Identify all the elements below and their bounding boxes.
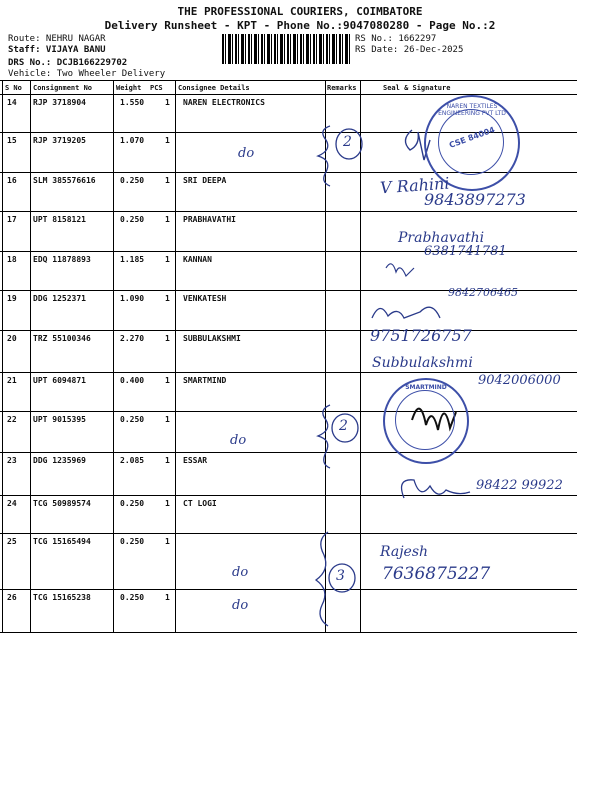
col-header-consignment: Consignment No <box>33 84 93 92</box>
row-sno: 14 <box>7 98 17 107</box>
rs-date: RS Date: 26-Dec-2025 <box>355 45 464 55</box>
row-weight: 0.250 <box>120 215 145 224</box>
row-sno: 25 <box>7 537 17 546</box>
drs-label: DRS No.: DCJB166229702 <box>8 58 128 68</box>
col-header-consignee: Consignee Details <box>178 84 250 92</box>
row-weight: 0.250 <box>120 176 145 185</box>
signature-phone: 9842706465 <box>448 286 518 299</box>
row-pcs: 1 <box>165 98 170 107</box>
row-sno: 24 <box>7 499 17 508</box>
brace-mark <box>318 405 330 468</box>
count-mark: 2 <box>343 134 352 150</box>
row-pcs: 1 <box>165 537 170 546</box>
brace-mark <box>316 532 328 626</box>
count-mark: 2 <box>339 418 348 434</box>
signature-phone: 9042006000 <box>478 373 561 388</box>
row-consignment-no: UPT 8158121 <box>33 215 86 224</box>
signature-phone: 9843897273 <box>424 190 526 209</box>
runsheet-subtitle: Delivery Runsheet - KPT - Phone No.:9047080280 - Page No.:2 <box>104 19 496 32</box>
row-consignment-no: TRZ 55100346 <box>33 334 91 343</box>
row-consignment-no: TCG 15165494 <box>33 537 91 546</box>
signature-phone: 7636875227 <box>382 564 491 584</box>
row-pcs: 1 <box>165 499 170 508</box>
row-pcs: 1 <box>165 334 170 343</box>
seal-ring-text: NAREN TEXTILES ENGINEERING PVT LTD <box>438 103 506 117</box>
signature-name: Subbulakshmi <box>372 355 473 371</box>
row-sno: 15 <box>7 136 17 145</box>
count-mark: 3 <box>336 568 345 584</box>
col-header-seal: Seal & Signature <box>383 84 451 92</box>
row-weight: 0.250 <box>120 415 145 424</box>
row-sno: 17 <box>7 215 17 224</box>
row-weight: 0.250 <box>120 537 145 546</box>
row-sno: 19 <box>7 294 17 303</box>
signature-name: Prabhavathi <box>398 230 485 246</box>
row-consignment-no: UPT 6094871 <box>33 376 86 385</box>
ditto-mark: do <box>238 146 255 161</box>
row-sno: 26 <box>7 593 17 602</box>
col-header-weight: Weight <box>116 84 142 92</box>
row-consignee-name: KANNAN <box>183 255 212 264</box>
row-consignment-no: TCG 15165238 <box>33 593 91 602</box>
seal-ring-text: SMARTMIND <box>405 384 447 391</box>
signature-phone: 6381741781 <box>424 244 507 259</box>
row-consignee-name: ESSAR <box>183 456 208 465</box>
signature-scribble <box>372 307 440 318</box>
signature-scribble <box>402 480 470 498</box>
row-consignee-name: PRABHAVATHI <box>183 215 236 224</box>
row-consignment-no: TCG 50989574 <box>33 499 91 508</box>
smartmind-seal-stamp <box>383 378 469 464</box>
vehicle-label: Vehicle: Two Wheeler Delivery <box>8 69 166 79</box>
col-header-sno: S No <box>5 84 22 92</box>
row-pcs: 1 <box>165 593 170 602</box>
brace-mark <box>318 126 330 186</box>
col-header-remarks: Remarks <box>327 84 357 92</box>
row-consignment-no: DDG 1235969 <box>33 456 86 465</box>
row-consignment-no: SLM 385576616 <box>33 176 96 185</box>
row-weight: 0.250 <box>120 593 145 602</box>
row-weight: 1.090 <box>120 294 145 303</box>
row-consignment-no: DDG 1252371 <box>33 294 86 303</box>
row-consignee-name: SUBBULAKSHMI <box>183 334 241 343</box>
row-consignment-no: EDQ 11878893 <box>33 255 91 264</box>
row-pcs: 1 <box>165 215 170 224</box>
row-weight: 2.270 <box>120 334 145 343</box>
row-consignment-no: RJP 3718904 <box>33 98 86 107</box>
rs-number: RS No.: 1662297 <box>355 34 437 44</box>
row-weight: 1.070 <box>120 136 145 145</box>
signature-phone: 9751726757 <box>370 326 472 345</box>
row-sno: 23 <box>7 456 17 465</box>
row-consignee-name: SMARTMIND <box>183 376 227 385</box>
row-weight: 0.250 <box>120 499 145 508</box>
row-sno: 22 <box>7 415 17 424</box>
seal-center-text: CSE 84004 <box>447 125 497 150</box>
row-weight: 2.085 <box>120 456 145 465</box>
ditto-mark: do <box>232 598 249 613</box>
signature-name: V Rahini <box>379 173 451 198</box>
row-pcs: 1 <box>165 415 170 424</box>
signature-scribble <box>386 264 414 276</box>
row-pcs: 1 <box>165 294 170 303</box>
staff-label: Staff: VIJAYA BANU <box>8 45 106 55</box>
row-sno: 16 <box>7 176 17 185</box>
row-sno: 20 <box>7 334 17 343</box>
row-sno: 21 <box>7 376 17 385</box>
row-consignee-name: NAREN ELECTRONICS <box>183 98 265 107</box>
signature-phone: 98422 99922 <box>476 478 563 493</box>
row-consignee-name: VENKATESH <box>183 294 227 303</box>
row-weight: 0.400 <box>120 376 145 385</box>
seal-inner-ring <box>395 390 455 450</box>
row-pcs: 1 <box>165 456 170 465</box>
signature-name: Rajesh <box>380 544 429 560</box>
ditto-mark: do <box>230 433 247 448</box>
ditto-mark: do <box>232 565 249 580</box>
row-weight: 1.550 <box>120 98 145 107</box>
company-title: THE PROFESSIONAL COURIERS, COIMBATORE <box>177 5 423 18</box>
route-label: Route: NEHRU NAGAR <box>8 34 106 44</box>
row-pcs: 1 <box>165 255 170 264</box>
row-pcs: 1 <box>165 176 170 185</box>
row-pcs: 1 <box>165 376 170 385</box>
row-pcs: 1 <box>165 136 170 145</box>
row-weight: 1.185 <box>120 255 145 264</box>
row-consignee-name: CT LOGI <box>183 499 217 508</box>
col-header-pcs: PCS <box>150 84 163 92</box>
row-consignment-no: UPT 9015395 <box>33 415 86 424</box>
row-consignment-no: RJP 3719205 <box>33 136 86 145</box>
row-consignee-name: SRI DEEPA <box>183 176 227 185</box>
row-sno: 18 <box>7 255 17 264</box>
